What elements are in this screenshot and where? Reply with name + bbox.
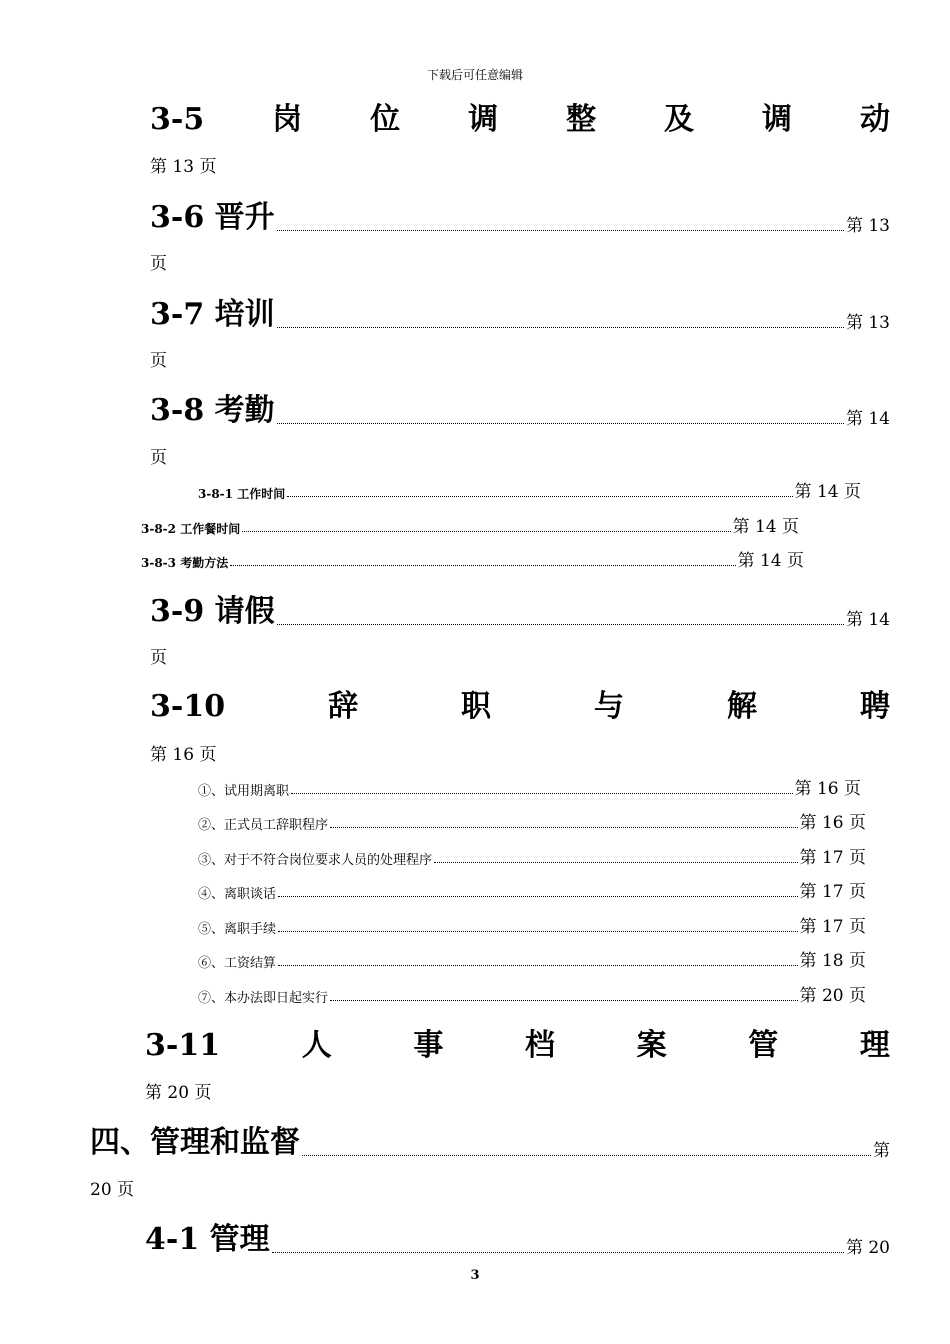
- toc-title: 3-6 晋升: [150, 200, 275, 235]
- page-number: 第 18 页: [799, 951, 866, 971]
- heading-part: 岗: [272, 102, 303, 137]
- dot-leader: [302, 1155, 871, 1156]
- toc-title: 3-8 考勤: [150, 393, 275, 428]
- toc-title: 4-1 管理: [145, 1222, 270, 1257]
- page-header: 下载后可任意编辑: [426, 68, 523, 82]
- page-number-wrap: 20 页: [90, 1180, 135, 1200]
- toc-entry-4-1[interactable]: [145, 1214, 890, 1258]
- page-number-wrap: 页: [150, 648, 167, 668]
- toc-entry-chapter-4[interactable]: [90, 1117, 890, 1161]
- toc-title: 3-8-1 工作时间: [198, 487, 286, 501]
- dot-leader: [242, 531, 730, 532]
- page-number: 第 14 页: [737, 551, 804, 571]
- toc-title: ⑤、离职手续: [198, 922, 277, 937]
- toc-item[interactable]: [198, 912, 866, 937]
- toc-entry-3-9[interactable]: [150, 586, 890, 630]
- dot-leader: [287, 496, 792, 497]
- toc-entry-3-6[interactable]: [150, 192, 890, 236]
- toc-heading-3-5: [150, 94, 890, 137]
- toc-title: ⑦、本办法即日起实行: [198, 991, 329, 1006]
- heading-part: 3-5: [150, 102, 205, 137]
- toc-title: 3-9 请假: [150, 594, 275, 629]
- toc-heading-3-11: [145, 1020, 890, 1063]
- heading-part: 与: [594, 689, 625, 724]
- dot-leader: [272, 1252, 844, 1253]
- toc-entry-3-8-2[interactable]: [141, 512, 799, 537]
- page-number: 第 14 页: [794, 482, 861, 502]
- page-number: 第 16 页: [150, 745, 217, 765]
- heading-part: 3-11: [145, 1028, 221, 1063]
- toc-item[interactable]: [198, 774, 861, 799]
- heading-part: 管: [748, 1028, 779, 1063]
- page-number: 第 16 页: [799, 813, 866, 833]
- dot-leader: [330, 827, 798, 828]
- toc-title: ④、离职谈话: [198, 887, 277, 902]
- dot-leader: [230, 565, 735, 566]
- toc-item[interactable]: [198, 981, 866, 1006]
- page-number: 第 14: [845, 610, 890, 630]
- dot-leader: [277, 624, 844, 625]
- page-number: 第 14: [845, 409, 890, 429]
- heading-part: 及: [664, 102, 695, 137]
- heading-part: 3-10: [150, 689, 226, 724]
- toc-entry-3-8[interactable]: [150, 385, 890, 429]
- toc-title: ⑥、工资结算: [198, 956, 277, 971]
- heading-part: 动: [859, 102, 890, 137]
- heading-part: 调: [468, 102, 499, 137]
- page-number: 第 20: [845, 1238, 890, 1258]
- dot-leader: [278, 896, 798, 897]
- toc-item[interactable]: [198, 877, 866, 902]
- toc-heading-3-10: [150, 681, 890, 724]
- toc-title: 3-7 培训: [150, 297, 275, 332]
- page-number: 第 20 页: [145, 1083, 212, 1103]
- toc-item[interactable]: [198, 946, 866, 971]
- toc-title: 3-8-3 考勤方法: [141, 556, 229, 570]
- dot-leader: [330, 1000, 798, 1001]
- heading-part: 整: [566, 102, 597, 137]
- page-number: 第 13: [845, 313, 890, 333]
- page-number: 第 17 页: [799, 917, 866, 937]
- page-number: 第 13 页: [150, 157, 217, 177]
- toc-title: ③、对于不符合岗位要求人员的处理程序: [198, 853, 433, 868]
- dot-leader: [277, 230, 844, 231]
- page-footer-number: 3: [470, 1268, 480, 1283]
- page-number-wrap: 页: [150, 351, 167, 371]
- heading-part: 职: [461, 689, 492, 724]
- toc-title: ①、试用期离职: [198, 784, 290, 799]
- page-number: 第 13: [845, 216, 890, 236]
- heading-part: 调: [762, 102, 793, 137]
- dot-leader: [278, 931, 798, 932]
- dot-leader: [278, 965, 798, 966]
- heading-part: 事: [413, 1028, 444, 1063]
- toc-entry-3-8-3[interactable]: [141, 546, 804, 571]
- heading-part: 理: [859, 1028, 890, 1063]
- heading-part: 解: [727, 689, 758, 724]
- heading-part: 案: [636, 1028, 667, 1063]
- dot-leader: [434, 862, 798, 863]
- page-number: 第 14 页: [732, 517, 799, 537]
- page-number: 第: [873, 1141, 890, 1161]
- heading-part: 档: [525, 1028, 555, 1063]
- heading-part: 辞: [328, 689, 359, 724]
- page-number-wrap: 页: [150, 448, 167, 468]
- page-number-wrap: 页: [150, 254, 167, 274]
- toc-item[interactable]: [198, 843, 866, 868]
- toc-item[interactable]: [198, 808, 866, 833]
- page-number: 第 16 页: [794, 779, 861, 799]
- toc-title: ②、正式员工辞职程序: [198, 818, 329, 833]
- toc-title: 四、管理和监督: [90, 1125, 300, 1160]
- toc-entry-3-7[interactable]: [150, 289, 890, 333]
- dot-leader: [277, 327, 844, 328]
- heading-part: 位: [370, 102, 401, 137]
- dot-leader: [291, 793, 793, 794]
- toc-entry-3-8-1[interactable]: [198, 477, 861, 502]
- page-number: 第 17 页: [799, 848, 866, 868]
- page-number: 第 17 页: [799, 882, 866, 902]
- toc-title: 3-8-2 工作餐时间: [141, 522, 241, 536]
- heading-part: 聘: [860, 689, 890, 724]
- dot-leader: [277, 423, 844, 424]
- page-number: 第 20 页: [799, 986, 866, 1006]
- heading-part: 人: [301, 1028, 332, 1063]
